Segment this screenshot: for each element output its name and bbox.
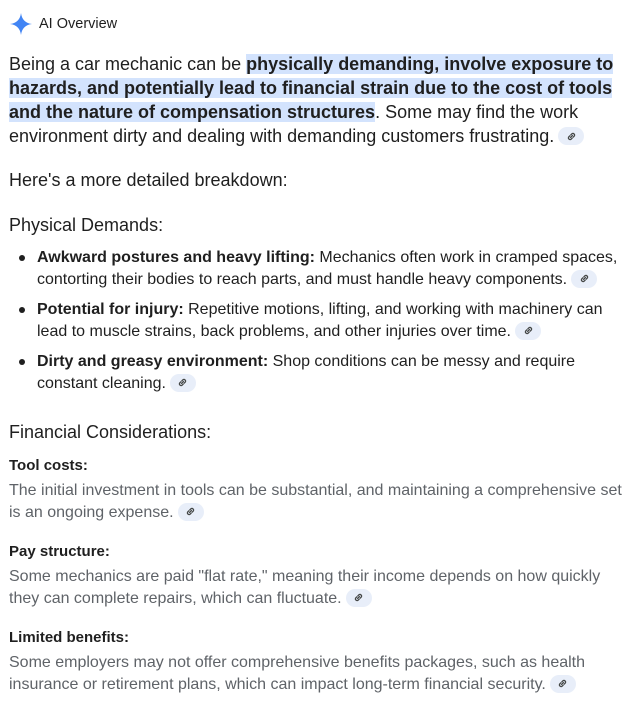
list-item-title: Dirty and greasy environment: — [37, 353, 269, 370]
limited-benefits-body: Some employers may not offer comprehensive benefits packages, such as health insurance or retirement plans, which can impact long-term financial security. — [9, 654, 586, 693]
source-link-button[interactable] — [558, 127, 584, 145]
source-link-button[interactable] — [550, 675, 576, 693]
list-item — [9, 247, 634, 291]
bullet-dot — [19, 255, 25, 261]
pay-structure-text — [9, 566, 634, 610]
bullet-dot — [19, 307, 25, 313]
link-icon — [353, 592, 364, 603]
source-link-button[interactable] — [515, 322, 541, 340]
source-link-button[interactable] — [571, 270, 597, 288]
tool-costs-title: Tool costs: — [9, 457, 88, 474]
ai-overview-header — [9, 12, 117, 36]
tool-costs-body: The initial investment in tools can be substantial, and maintaining a comprehensive set is an ongoing expense. — [9, 482, 622, 521]
intro-lead: Being a car mechanic can be — [9, 54, 247, 74]
list-item — [9, 351, 634, 395]
limited-benefits-text — [9, 652, 634, 696]
intro-tail: . Some may find the work environment dirty and dealing with demanding customers frustrating. — [9, 102, 579, 146]
link-icon — [185, 506, 196, 517]
link-icon — [557, 678, 568, 689]
list-item-text: Repetitive motions, lifting, and working with machinery can lead to muscle strains, back problems, and other injuries over time. — [37, 301, 603, 340]
breakdown-intro: Here's a more detailed breakdown: — [9, 170, 288, 190]
intro-paragraph — [9, 52, 634, 148]
bullet-dot — [19, 359, 25, 365]
sparkle-icon — [9, 12, 33, 36]
link-icon — [579, 273, 590, 284]
link-icon — [566, 131, 577, 142]
ai-overview-title: AI Overview — [39, 16, 118, 32]
link-icon — [177, 377, 188, 388]
list-item-text: Shop conditions can be messy and require constant cleaning. — [37, 353, 576, 392]
pay-structure-body: Some mechanics are paid "flat rate," meaning their income depends on how quickly they can complete repairs, which can fluctuate. — [9, 568, 601, 607]
limited-benefits-title: Limited benefits: — [9, 629, 130, 646]
financial-considerations-heading: Financial Considerations: — [9, 422, 212, 442]
physical-demands-heading: Physical Demands: — [9, 215, 164, 235]
intro-highlight: physically demanding, involve exposure to hazards, and potentially lead to financial strain due to the cost of tools and the nature of compensation structures — [9, 54, 614, 122]
pay-structure-title: Pay structure: — [9, 543, 110, 560]
list-item-text: Mechanics often work in cramped spaces, contorting their bodies to reach parts, and must handle heavy components. — [37, 249, 618, 288]
source-link-button[interactable] — [170, 374, 196, 392]
tool-costs-text — [9, 480, 634, 524]
list-item-title: Potential for injury: — [37, 301, 184, 318]
list-item — [9, 299, 634, 343]
source-link-button[interactable] — [178, 503, 204, 521]
source-link-button[interactable] — [346, 589, 372, 607]
link-icon — [523, 325, 534, 336]
list-item-title: Awkward postures and heavy lifting: — [37, 249, 315, 266]
physical-demands-list — [9, 247, 634, 403]
